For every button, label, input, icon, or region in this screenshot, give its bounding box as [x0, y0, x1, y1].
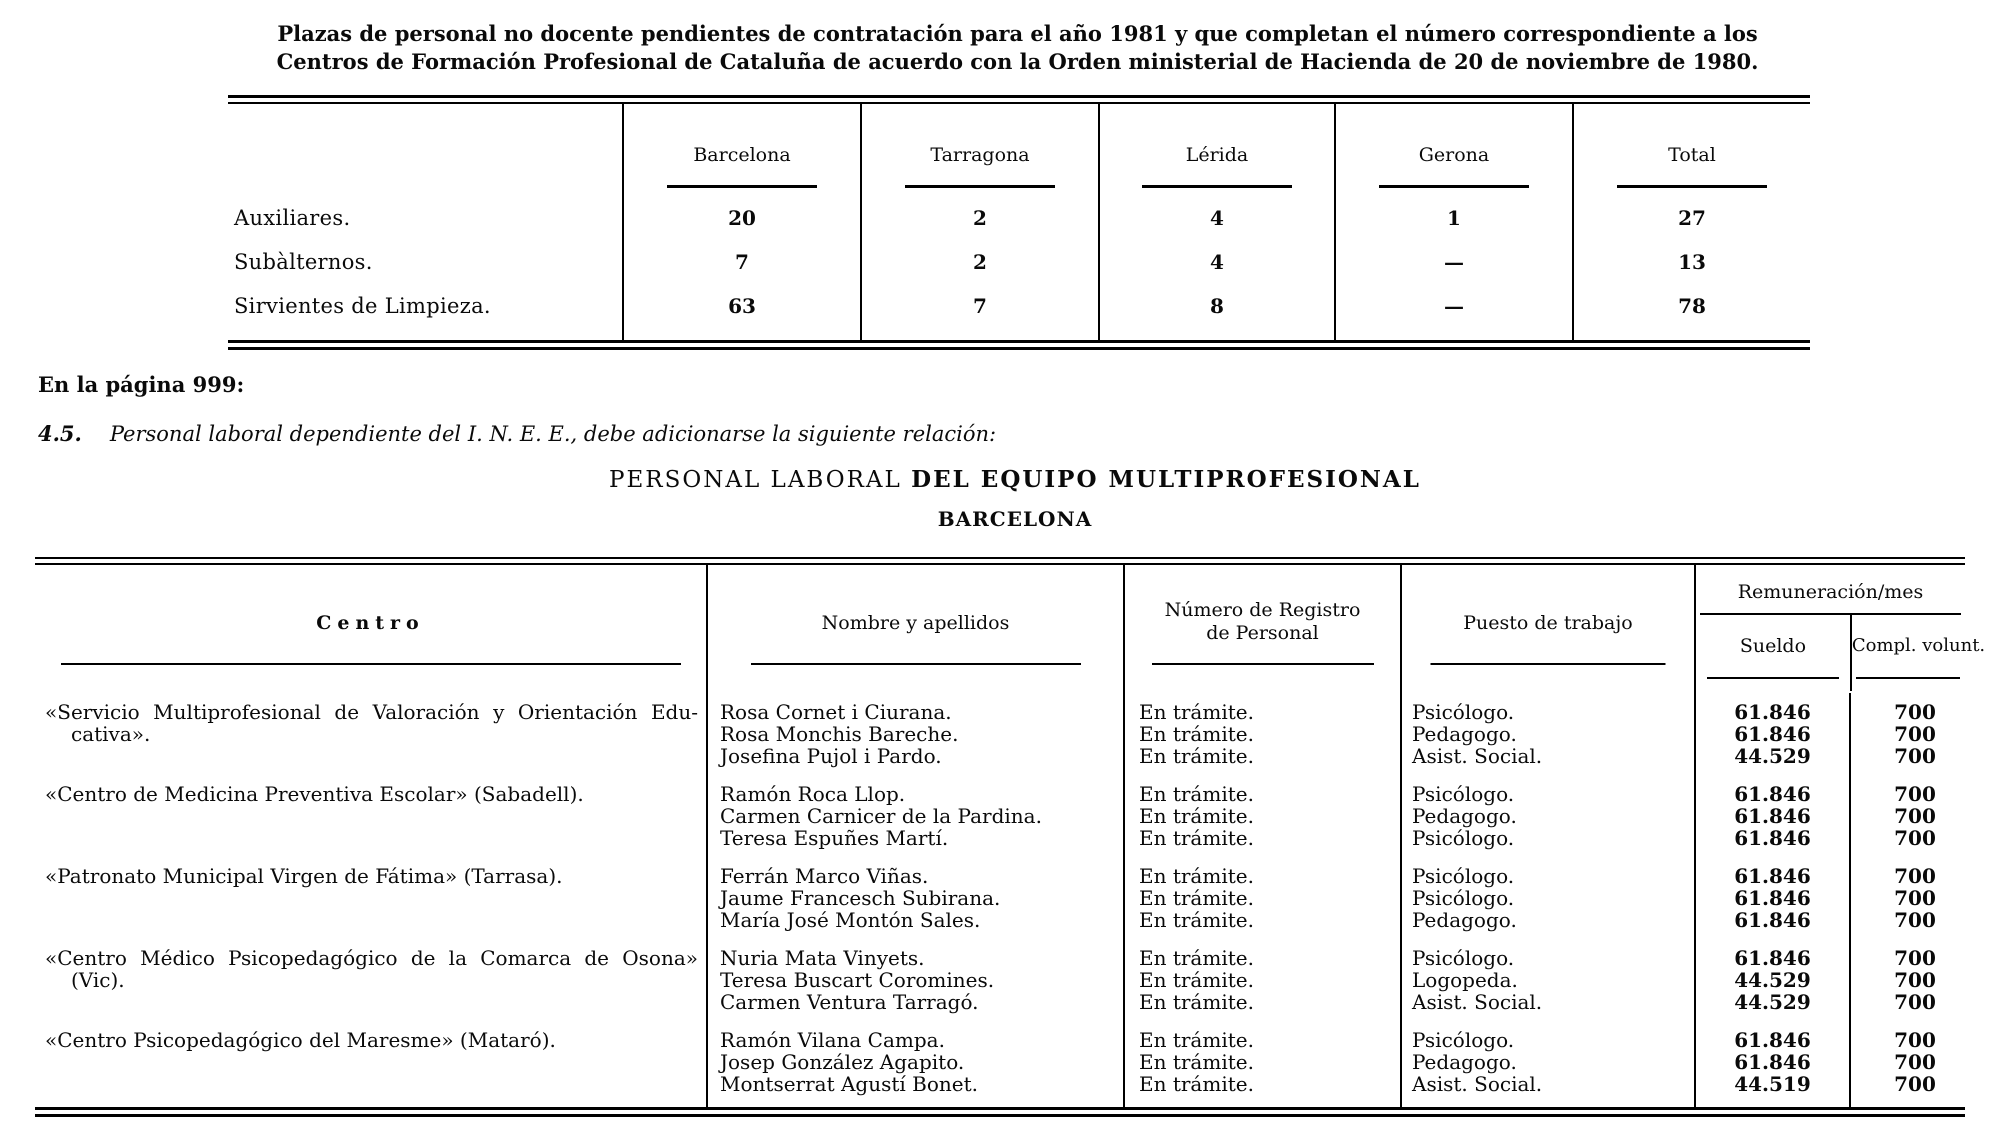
staffing-table	[228, 95, 1810, 350]
staffing-value: —	[1334, 284, 1572, 328]
staffing-value: 2	[860, 196, 1098, 240]
centro-line: «Centro Psicopedagógico del Maresme» (Mataró).	[45, 1028, 556, 1052]
centro-cell	[35, 1013, 706, 1107]
sueldo-value: 61.846	[1734, 826, 1811, 850]
staffing-col-header-total	[1572, 104, 1810, 196]
registro-value: En trámite.	[1139, 804, 1254, 828]
registro-cell	[1123, 849, 1400, 931]
compl-cell	[1849, 931, 1965, 1013]
staffing-value: 4	[1098, 196, 1334, 240]
header-rule	[1142, 185, 1292, 188]
sueldo-value: 61.846	[1734, 782, 1811, 806]
compl-value: 700	[1894, 826, 1936, 850]
personnel-table-title	[35, 466, 1995, 493]
centro-line: «Centro de Medicina Preventiva Escolar» (Sabadell).	[45, 782, 584, 806]
staffing-col-header-gerona	[1334, 104, 1572, 196]
sueldo-cell	[1694, 767, 1849, 849]
top-double-rule	[35, 557, 1965, 565]
compl-value: 700	[1894, 908, 1936, 932]
puesto-cell	[1400, 767, 1694, 849]
sueldo-cell	[1694, 693, 1849, 767]
registro-cell	[1123, 693, 1400, 767]
registro-value: En trámite.	[1139, 968, 1254, 992]
nombre-cell	[706, 849, 1123, 931]
staffing-col-header-lerida	[1098, 104, 1334, 196]
puesto-value: Pedagogo.	[1412, 1050, 1517, 1074]
col-header-label: Barcelona	[693, 144, 791, 166]
sueldo-value: 61.846	[1734, 1050, 1811, 1074]
registro-value: En trámite.	[1139, 864, 1254, 888]
staffing-value: 27	[1572, 196, 1810, 240]
registro-cell	[1123, 1013, 1400, 1107]
staffing-row-label: Auxiliares.	[234, 206, 351, 230]
col-header-label: Compl. volunt.	[1851, 635, 1986, 656]
compl-cell	[1849, 767, 1965, 849]
registro-value: En trámite.	[1139, 1028, 1254, 1052]
remuneracion-label: Remuneración/mes	[1737, 581, 1924, 603]
centro-line: «Patronato Municipal Virgen de Fátima» (Tarrasa).	[45, 864, 563, 888]
header-rule	[1707, 677, 1839, 679]
header-rule	[1379, 185, 1529, 188]
col-header-label: Sueldo	[1739, 635, 1807, 657]
registro-cell	[1123, 767, 1400, 849]
header-rule	[905, 185, 1055, 188]
staffing-value: 1	[1334, 196, 1572, 240]
sueldo-value: 44.529	[1734, 968, 1811, 992]
sueldo-cell	[1694, 1013, 1849, 1107]
registro-value: En trámite.	[1139, 826, 1254, 850]
staffing-col-header-tarragona	[860, 104, 1098, 196]
nombre-value: Rosa Monchis Bareche.	[720, 722, 959, 746]
col-header-label: Lérida	[1185, 144, 1249, 166]
nombre-value: Nuria Mata Vinyets.	[720, 946, 925, 970]
puesto-value: Psicólogo.	[1412, 946, 1515, 970]
staffing-value: 7	[622, 240, 860, 284]
nombre-value: Ramón Vilana Campa.	[720, 1028, 945, 1052]
col-header-label: Tarragona	[930, 144, 1030, 166]
puesto-cell	[1400, 931, 1694, 1013]
personnel-group-row	[35, 849, 1965, 931]
compl-value: 700	[1894, 864, 1936, 888]
puesto-value: Asist. Social.	[1412, 744, 1543, 768]
registro-value: En trámite.	[1139, 946, 1254, 970]
compl-value: 700	[1894, 990, 1936, 1014]
compl-value: 700	[1894, 722, 1936, 746]
nombre-value: Carmen Ventura Tarragó.	[720, 990, 979, 1014]
personnel-group-row	[35, 767, 1965, 849]
centro-line: «Centro Médico Psicopedagógico de la Comarca de Osona»	[45, 946, 698, 970]
registro-value: En trámite.	[1139, 1050, 1254, 1074]
puesto-cell	[1400, 849, 1694, 931]
registro-value: En trámite.	[1139, 700, 1254, 724]
nombre-value: Josefina Pujol i Pardo.	[720, 744, 942, 768]
header-rule	[1617, 185, 1767, 188]
compl-value: 700	[1894, 804, 1936, 828]
registro-value: En trámite.	[1139, 744, 1254, 768]
puesto-value: Psicólogo.	[1412, 826, 1515, 850]
puesto-value: Psicólogo.	[1412, 1028, 1515, 1052]
centro-cell	[35, 849, 706, 931]
staffing-value: 7	[860, 284, 1098, 328]
bottom-double-rule	[228, 340, 1810, 350]
nombre-value: Jaume Francesch Subirana.	[720, 886, 1001, 910]
staffing-value: 8	[1098, 284, 1334, 328]
registro-value: En trámite.	[1139, 1072, 1254, 1096]
title-bold: DEL EQUIPO MULTIPROFESIONAL	[911, 466, 1421, 493]
puesto-value: Logopeda.	[1412, 968, 1518, 992]
compl-value: 700	[1894, 1072, 1936, 1096]
title-regular: PERSONAL LABORAL	[609, 467, 902, 493]
nombre-cell	[706, 767, 1123, 849]
staffing-value: 4	[1098, 240, 1334, 284]
personnel-table	[35, 557, 1986, 1117]
table-padding	[228, 328, 622, 340]
staffing-col-header-barcelona	[622, 104, 860, 196]
nombre-cell	[706, 693, 1123, 767]
puesto-value: Psicólogo.	[1412, 886, 1515, 910]
remuneracion-subheaders	[1696, 615, 1986, 691]
staffing-value: 20	[622, 196, 860, 240]
sueldo-cell	[1694, 849, 1849, 931]
compl-value: 700	[1894, 744, 1936, 768]
top-double-rule	[228, 95, 1810, 104]
staffing-value: 2	[860, 240, 1098, 284]
registro-value: En trámite.	[1139, 908, 1254, 932]
puesto-value: Asist. Social.	[1412, 990, 1543, 1014]
staffing-value: —	[1334, 240, 1572, 284]
compl-value: 700	[1894, 946, 1936, 970]
nombre-cell	[706, 931, 1123, 1013]
col-header-puesto	[1400, 565, 1694, 693]
personnel-body	[35, 693, 1965, 1107]
sueldo-value: 61.846	[1734, 804, 1811, 828]
nombre-value: Josep González Agapito.	[720, 1050, 965, 1074]
sueldo-value: 44.529	[1734, 744, 1811, 768]
nombre-value: Ferrán Marco Viñas.	[720, 864, 929, 888]
centro-cell	[35, 931, 706, 1013]
header-rule	[1431, 663, 1666, 665]
col-header-label: Centro	[316, 612, 425, 634]
staffing-row-label: Subàlternos.	[234, 250, 373, 274]
nombre-value: Ramón Roca Llop.	[720, 782, 906, 806]
personnel-table-subtitle: BARCELONA	[937, 507, 1093, 531]
compl-value: 700	[1894, 700, 1936, 724]
registro-value: En trámite.	[1139, 886, 1254, 910]
sueldo-value: 61.846	[1734, 908, 1811, 932]
personnel-group-row	[35, 1013, 1965, 1107]
puesto-value: Pedagogo.	[1412, 804, 1517, 828]
sueldo-value: 44.519	[1734, 1072, 1811, 1096]
nombre-value: María José Montón Sales.	[720, 908, 981, 932]
col-header-sueldo	[1696, 615, 1850, 691]
nombre-value: Teresa Buscart Coromines.	[720, 968, 995, 992]
sueldo-value: 61.846	[1734, 722, 1811, 746]
puesto-value: Psicólogo.	[1412, 782, 1515, 806]
col-header-centro	[35, 565, 706, 693]
centro-line: «Servicio Multiprofesional de Valoración y Orientación Edu-	[45, 700, 698, 724]
registro-value: En trámite.	[1139, 990, 1254, 1014]
sueldo-cell	[1694, 931, 1849, 1013]
puesto-value: Psicólogo.	[1412, 700, 1515, 724]
amendment-note	[38, 421, 996, 446]
intro-paragraph: Plazas de personal no docente pendientes de contratación para el año 1981 y que completan el número correspondiente a los Centros de Formación Profesional de Cataluña de acuerdo con la Orden ministerial de Hacienda de 20 de noviembre de 1980.	[276, 21, 1759, 74]
sueldo-value: 61.846	[1734, 886, 1811, 910]
col-header-registro	[1123, 565, 1400, 693]
amendment-number: 4.5.	[38, 421, 82, 446]
sueldo-value: 44.529	[1734, 990, 1811, 1014]
nombre-value: Teresa Espuñes Martí.	[720, 826, 949, 850]
col-header-label: Nombre y apellidos	[821, 612, 1010, 634]
col-header-remuneracion	[1694, 565, 1986, 693]
puesto-value: Psicólogo.	[1412, 864, 1515, 888]
centro-line: cativa».	[71, 722, 151, 746]
col-header-nombre	[706, 565, 1123, 693]
compl-value: 700	[1894, 782, 1936, 806]
nombre-value: Carmen Carnicer de la Pardina.	[720, 804, 1042, 828]
centro-line: (Vic).	[71, 968, 125, 992]
header-rule	[751, 663, 1081, 665]
centro-cell	[35, 693, 706, 767]
col-header-compl-volunt	[1850, 615, 1986, 691]
sueldo-value: 61.846	[1734, 1028, 1811, 1052]
puesto-cell	[1400, 693, 1694, 767]
registro-value: En trámite.	[1139, 782, 1254, 806]
staffing-corner-cell	[228, 104, 622, 196]
compl-cell	[1849, 1013, 1965, 1107]
personnel-group-row	[35, 693, 1965, 767]
staffing-value: 13	[1572, 240, 1810, 284]
col-header-label: Total	[1668, 144, 1716, 166]
compl-cell	[1849, 693, 1965, 767]
sueldo-value: 61.846	[1734, 864, 1811, 888]
compl-value: 700	[1894, 1028, 1936, 1052]
staffing-value: 63	[622, 284, 860, 328]
bottom-double-rule	[35, 1107, 1965, 1117]
col-header-label: Gerona	[1418, 144, 1490, 166]
nombre-value: Montserrat Agustí Bonet.	[720, 1072, 979, 1096]
header-rule	[667, 185, 817, 188]
personnel-header-row	[35, 565, 1986, 693]
puesto-value: Pedagogo.	[1412, 908, 1517, 932]
puesto-cell	[1400, 1013, 1694, 1107]
header-rule	[61, 663, 681, 665]
nombre-cell	[706, 1013, 1123, 1107]
registro-value: En trámite.	[1139, 722, 1254, 746]
staffing-row-label: Sirvientes de Limpieza.	[234, 294, 491, 318]
registro-cell	[1123, 931, 1400, 1013]
compl-value: 700	[1894, 886, 1936, 910]
centro-cell	[35, 767, 706, 849]
compl-value: 700	[1894, 1050, 1936, 1074]
nombre-value: Rosa Cornet i Ciurana.	[720, 700, 952, 724]
staffing-grid	[228, 104, 1810, 340]
col-header-label: Número de Registro de Personal	[1164, 599, 1361, 644]
puesto-value: Asist. Social.	[1412, 1072, 1543, 1096]
amendment-text: Personal laboral dependiente del I. N. E. E., debe adicionarse la siguiente relación:	[109, 422, 997, 446]
compl-cell	[1849, 849, 1965, 931]
header-rule	[1152, 663, 1374, 665]
personnel-group-row	[35, 931, 1965, 1013]
col-header-label: Puesto de trabajo	[1463, 612, 1633, 634]
puesto-value: Pedagogo.	[1412, 722, 1517, 746]
staffing-value: 78	[1572, 284, 1810, 328]
sueldo-value: 61.846	[1734, 700, 1811, 724]
page-reference: En la página 999:	[38, 372, 245, 397]
compl-value: 700	[1894, 968, 1936, 992]
header-rule	[1856, 677, 1960, 679]
sueldo-value: 61.846	[1734, 946, 1811, 970]
